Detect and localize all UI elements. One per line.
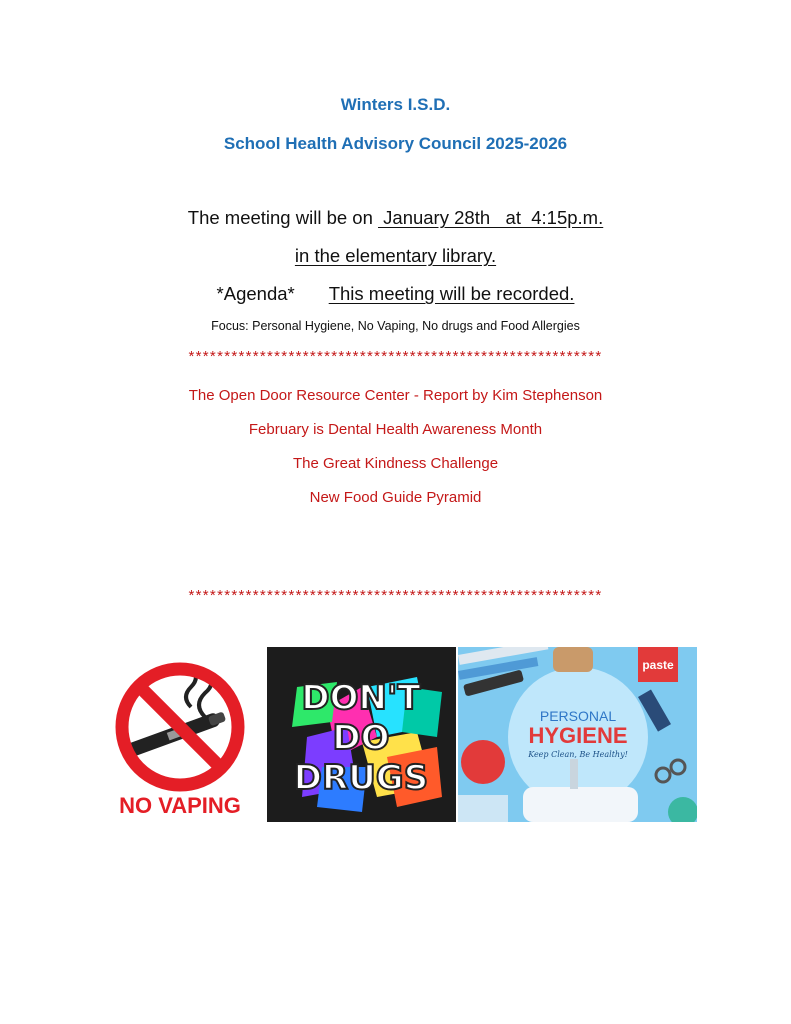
- personal-text: PERSONAL: [539, 708, 617, 724]
- agenda-item-3: The Great Kindness Challenge: [292, 455, 499, 472]
- hygiene-tagline: Keep Clean, Be Healthy!: [528, 750, 628, 759]
- council-title: School Health Advisory Council 2025-2026: [223, 134, 568, 153]
- no-vaping-image: [95, 647, 265, 822]
- no-vaping-text: NO VAPING: [119, 793, 241, 818]
- do-text: DO: [332, 718, 390, 758]
- agenda-label: *Agenda*: [216, 283, 295, 304]
- no-vaping-sign-icon: [95, 647, 265, 822]
- hygiene-text: HYGIENE: [528, 723, 628, 748]
- meeting-location: in the elementary library.: [294, 245, 497, 266]
- meeting-prefix: The meeting will be on: [187, 207, 373, 228]
- district-title: Winters I.S.D.: [340, 95, 451, 114]
- hygiene-items-icon: [458, 647, 697, 822]
- agenda-item-1: The Open Door Resource Center - Report by Kim Stephenson: [188, 387, 603, 404]
- drugs-text: DRUGS: [293, 758, 429, 798]
- dont-do-drugs-image: [267, 647, 456, 822]
- meeting-location-line: [0, 245, 791, 267]
- colorful-blocks-icon: [267, 647, 456, 822]
- meeting-date-line: [0, 207, 791, 229]
- meeting-date-time: January 28th at 4:15p.m.: [378, 207, 604, 228]
- dont-text: DON'T: [301, 678, 421, 718]
- agenda-item-2: February is Dental Health Awareness Month: [248, 421, 543, 438]
- focus-line: Focus: Personal Hygiene, No Vaping, No drugs and Food Allergies: [211, 319, 580, 333]
- divider-top: **********************************************************: [188, 348, 603, 365]
- agenda-item-4: New Food Guide Pyramid: [309, 489, 482, 506]
- personal-hygiene-image: [458, 647, 697, 822]
- divider-bottom: **********************************************************: [188, 587, 603, 604]
- paste-label: paste: [642, 658, 674, 672]
- agenda-line: [0, 283, 791, 305]
- recorded-note: This meeting will be recorded.: [328, 283, 575, 304]
